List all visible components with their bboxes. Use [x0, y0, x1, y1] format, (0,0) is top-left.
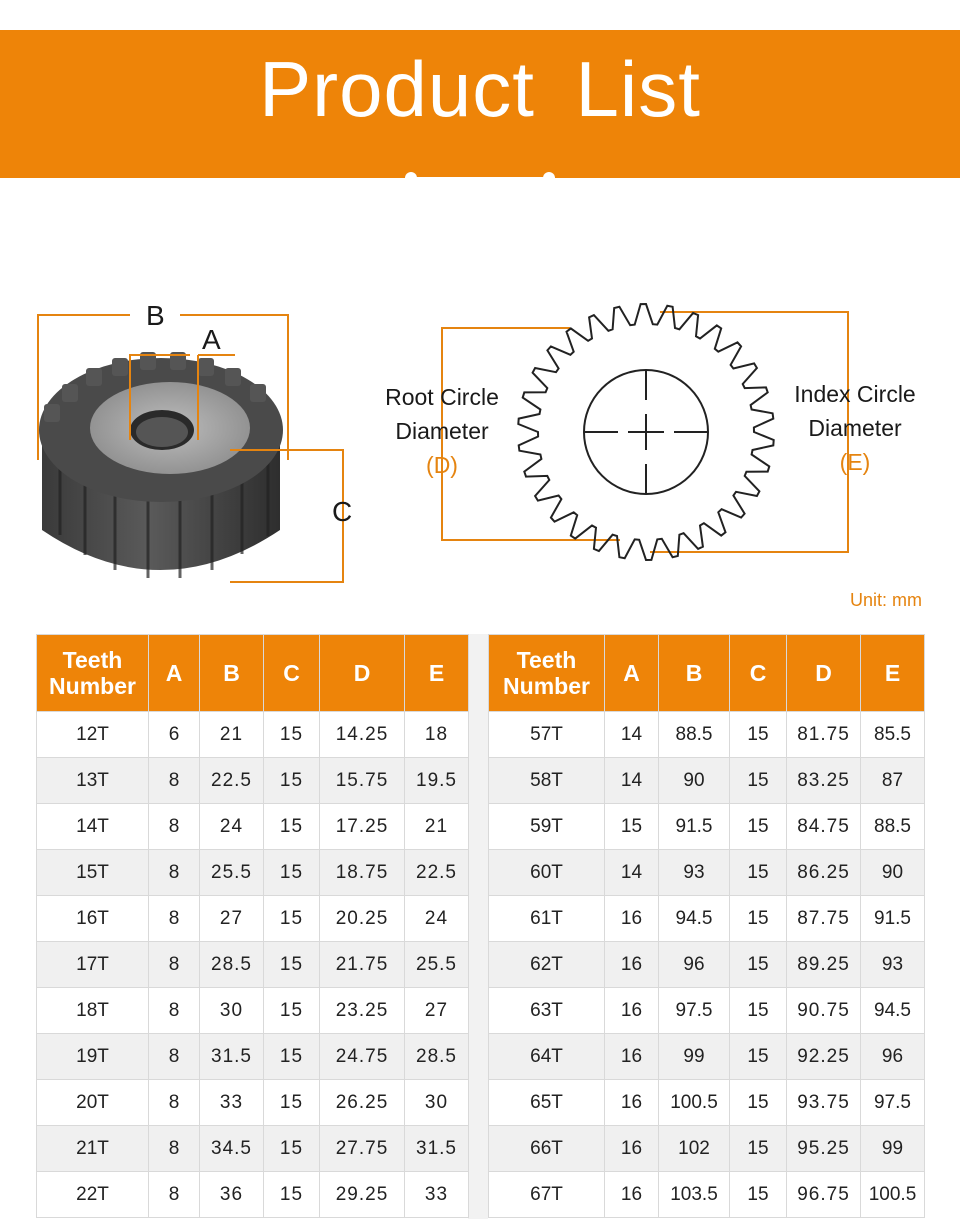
cell-teeth: 60T	[489, 850, 605, 896]
cell-b: 88.5	[659, 712, 730, 758]
cell-a: 16	[605, 1034, 659, 1080]
cell-b: 22.5	[200, 758, 264, 804]
cell-d: 27.75	[320, 1126, 405, 1172]
cell-e: 94.5	[861, 988, 925, 1034]
table-row	[37, 850, 469, 896]
cell-teeth: 57T	[489, 712, 605, 758]
cell-e: 30	[405, 1080, 469, 1126]
table-row	[489, 758, 925, 804]
cell-a: 8	[149, 1126, 200, 1172]
spec-table-right	[488, 634, 925, 1218]
root-circle-line2: Diameter	[395, 418, 489, 444]
cell-a: 16	[605, 988, 659, 1034]
table-row	[489, 1126, 925, 1172]
cell-e: 31.5	[405, 1126, 469, 1172]
table-divider	[468, 634, 488, 1219]
cell-a: 8	[149, 850, 200, 896]
cell-a: 16	[605, 942, 659, 988]
cell-e: 88.5	[861, 804, 925, 850]
cell-teeth: 59T	[489, 804, 605, 850]
cell-b: 91.5	[659, 804, 730, 850]
table-row	[37, 1126, 469, 1172]
header-d: D	[320, 635, 405, 712]
cell-e: 85.5	[861, 712, 925, 758]
cell-b: 31.5	[200, 1034, 264, 1080]
header-b: B	[200, 635, 264, 712]
table-row	[489, 1034, 925, 1080]
cell-e: 21	[405, 804, 469, 850]
table-header-row	[37, 635, 469, 712]
spec-table-left	[36, 634, 469, 1218]
cell-d: 15.75	[320, 758, 405, 804]
cell-a: 16	[605, 1080, 659, 1126]
cell-e: 18	[405, 712, 469, 758]
cell-d: 17.25	[320, 804, 405, 850]
cell-d: 89.25	[787, 942, 861, 988]
cell-e: 99	[861, 1126, 925, 1172]
cell-teeth: 67T	[489, 1172, 605, 1218]
cell-a: 16	[605, 896, 659, 942]
cell-teeth: 61T	[489, 896, 605, 942]
header-b: B	[659, 635, 730, 712]
cell-a: 8	[149, 1034, 200, 1080]
header-c: C	[730, 635, 787, 712]
cell-d: 93.75	[787, 1080, 861, 1126]
cell-b: 97.5	[659, 988, 730, 1034]
cell-teeth: 15T	[37, 850, 149, 896]
index-circle-label	[782, 377, 928, 479]
index-circle-line2: Diameter	[808, 415, 902, 441]
cell-b: 102	[659, 1126, 730, 1172]
cell-b: 25.5	[200, 850, 264, 896]
cell-b: 34.5	[200, 1126, 264, 1172]
cell-c: 15	[730, 758, 787, 804]
cell-b: 100.5	[659, 1080, 730, 1126]
cell-teeth: 62T	[489, 942, 605, 988]
cell-teeth: 66T	[489, 1126, 605, 1172]
cell-c: 15	[264, 850, 320, 896]
cell-c: 15	[730, 804, 787, 850]
cell-b: 99	[659, 1034, 730, 1080]
cell-e: 22.5	[405, 850, 469, 896]
cell-c: 15	[264, 1080, 320, 1126]
cell-d: 20.25	[320, 896, 405, 942]
table-row	[37, 1080, 469, 1126]
cell-b: 94.5	[659, 896, 730, 942]
cell-c: 15	[264, 804, 320, 850]
cell-teeth: 14T	[37, 804, 149, 850]
cell-teeth: 65T	[489, 1080, 605, 1126]
table-row	[489, 804, 925, 850]
cell-d: 84.75	[787, 804, 861, 850]
label-a: A	[202, 324, 221, 355]
page-title: Product List	[259, 45, 701, 133]
table-row	[37, 712, 469, 758]
cell-b: 90	[659, 758, 730, 804]
table-row	[37, 988, 469, 1034]
cell-a: 8	[149, 896, 200, 942]
cell-c: 15	[264, 1126, 320, 1172]
cell-teeth: 16T	[37, 896, 149, 942]
table-row	[37, 896, 469, 942]
cell-b: 24	[200, 804, 264, 850]
cell-teeth: 58T	[489, 758, 605, 804]
cell-d: 83.25	[787, 758, 861, 804]
cell-d: 96.75	[787, 1172, 861, 1218]
cell-d: 24.75	[320, 1034, 405, 1080]
dimension-figure	[0, 280, 960, 620]
table-row	[489, 896, 925, 942]
root-circle-code: (D)	[426, 452, 458, 478]
cell-d: 23.25	[320, 988, 405, 1034]
header-e: E	[405, 635, 469, 712]
table-row	[37, 942, 469, 988]
table-row	[489, 712, 925, 758]
cell-c: 15	[264, 988, 320, 1034]
cell-d: 95.25	[787, 1126, 861, 1172]
cell-c: 15	[264, 1172, 320, 1218]
cell-teeth: 22T	[37, 1172, 149, 1218]
cell-d: 18.75	[320, 850, 405, 896]
table-row	[37, 758, 469, 804]
header-teeth: Teeth Number	[489, 635, 605, 712]
cell-e: 25.5	[405, 942, 469, 988]
cell-a: 8	[149, 1172, 200, 1218]
cell-e: 96	[861, 1034, 925, 1080]
cell-a: 14	[605, 712, 659, 758]
cell-c: 15	[730, 988, 787, 1034]
cell-c: 15	[730, 850, 787, 896]
cell-a: 8	[149, 804, 200, 850]
cell-b: 30	[200, 988, 264, 1034]
header-c: C	[264, 635, 320, 712]
cell-e: 87	[861, 758, 925, 804]
cell-e: 91.5	[861, 896, 925, 942]
cell-a: 15	[605, 804, 659, 850]
cell-c: 15	[264, 1034, 320, 1080]
cell-e: 93	[861, 942, 925, 988]
cell-b: 93	[659, 850, 730, 896]
cell-c: 15	[730, 896, 787, 942]
spur-gear-photo	[30, 280, 360, 600]
cell-teeth: 64T	[489, 1034, 605, 1080]
cell-b: 33	[200, 1080, 264, 1126]
table-row	[37, 1172, 469, 1218]
label-b: B	[146, 300, 165, 331]
table-row	[489, 942, 925, 988]
cell-d: 86.25	[787, 850, 861, 896]
cell-teeth: 20T	[37, 1080, 149, 1126]
cell-b: 27	[200, 896, 264, 942]
table-row	[489, 850, 925, 896]
table-row	[489, 1080, 925, 1126]
cell-b: 96	[659, 942, 730, 988]
header-teeth: Teeth Number	[37, 635, 149, 712]
table-row	[37, 804, 469, 850]
cell-b: 21	[200, 712, 264, 758]
cell-a: 14	[605, 850, 659, 896]
title-banner	[0, 30, 960, 178]
cell-e: 97.5	[861, 1080, 925, 1126]
cell-a: 16	[605, 1126, 659, 1172]
table-row	[489, 1172, 925, 1218]
unit-label: Unit: mm	[850, 590, 922, 610]
cell-d: 29.25	[320, 1172, 405, 1218]
cell-e: 100.5	[861, 1172, 925, 1218]
cell-a: 8	[149, 1080, 200, 1126]
cell-a: 8	[149, 758, 200, 804]
index-circle-line1: Index Circle	[794, 381, 916, 407]
cell-a: 8	[149, 942, 200, 988]
cell-d: 26.25	[320, 1080, 405, 1126]
table-row	[37, 1034, 469, 1080]
cell-b: 28.5	[200, 942, 264, 988]
cell-teeth: 63T	[489, 988, 605, 1034]
cell-c: 15	[264, 896, 320, 942]
header-a: A	[605, 635, 659, 712]
cell-teeth: 18T	[37, 988, 149, 1034]
title-underline-icon	[404, 168, 556, 188]
cell-c: 15	[730, 1172, 787, 1218]
cell-a: 8	[149, 988, 200, 1034]
cell-d: 14.25	[320, 712, 405, 758]
cell-b: 36	[200, 1172, 264, 1218]
cell-c: 15	[730, 942, 787, 988]
cell-teeth: 17T	[37, 942, 149, 988]
cell-c: 15	[264, 942, 320, 988]
cell-c: 15	[264, 712, 320, 758]
cell-e: 24	[405, 896, 469, 942]
cell-c: 15	[730, 712, 787, 758]
label-c: C	[332, 496, 353, 527]
cell-d: 81.75	[787, 712, 861, 758]
cell-teeth: 13T	[37, 758, 149, 804]
root-circle-label	[372, 380, 512, 482]
cell-c: 15	[264, 758, 320, 804]
cell-teeth: 12T	[37, 712, 149, 758]
cell-e: 28.5	[405, 1034, 469, 1080]
cell-a: 16	[605, 1172, 659, 1218]
cell-e: 19.5	[405, 758, 469, 804]
root-circle-line1: Root Circle	[385, 384, 499, 410]
table-header-row	[489, 635, 925, 712]
cell-d: 87.75	[787, 896, 861, 942]
cell-teeth: 19T	[37, 1034, 149, 1080]
cell-c: 15	[730, 1034, 787, 1080]
cell-e: 33	[405, 1172, 469, 1218]
cell-e: 90	[861, 850, 925, 896]
header-a: A	[149, 635, 200, 712]
table-row	[489, 988, 925, 1034]
cell-a: 14	[605, 758, 659, 804]
cell-c: 15	[730, 1080, 787, 1126]
header-d: D	[787, 635, 861, 712]
cell-d: 21.75	[320, 942, 405, 988]
index-circle-code: (E)	[839, 449, 871, 475]
cell-b: 103.5	[659, 1172, 730, 1218]
cell-d: 90.75	[787, 988, 861, 1034]
header-e: E	[861, 635, 925, 712]
cell-teeth: 21T	[37, 1126, 149, 1172]
cell-e: 27	[405, 988, 469, 1034]
cell-a: 6	[149, 712, 200, 758]
cell-c: 15	[730, 1126, 787, 1172]
cell-d: 92.25	[787, 1034, 861, 1080]
